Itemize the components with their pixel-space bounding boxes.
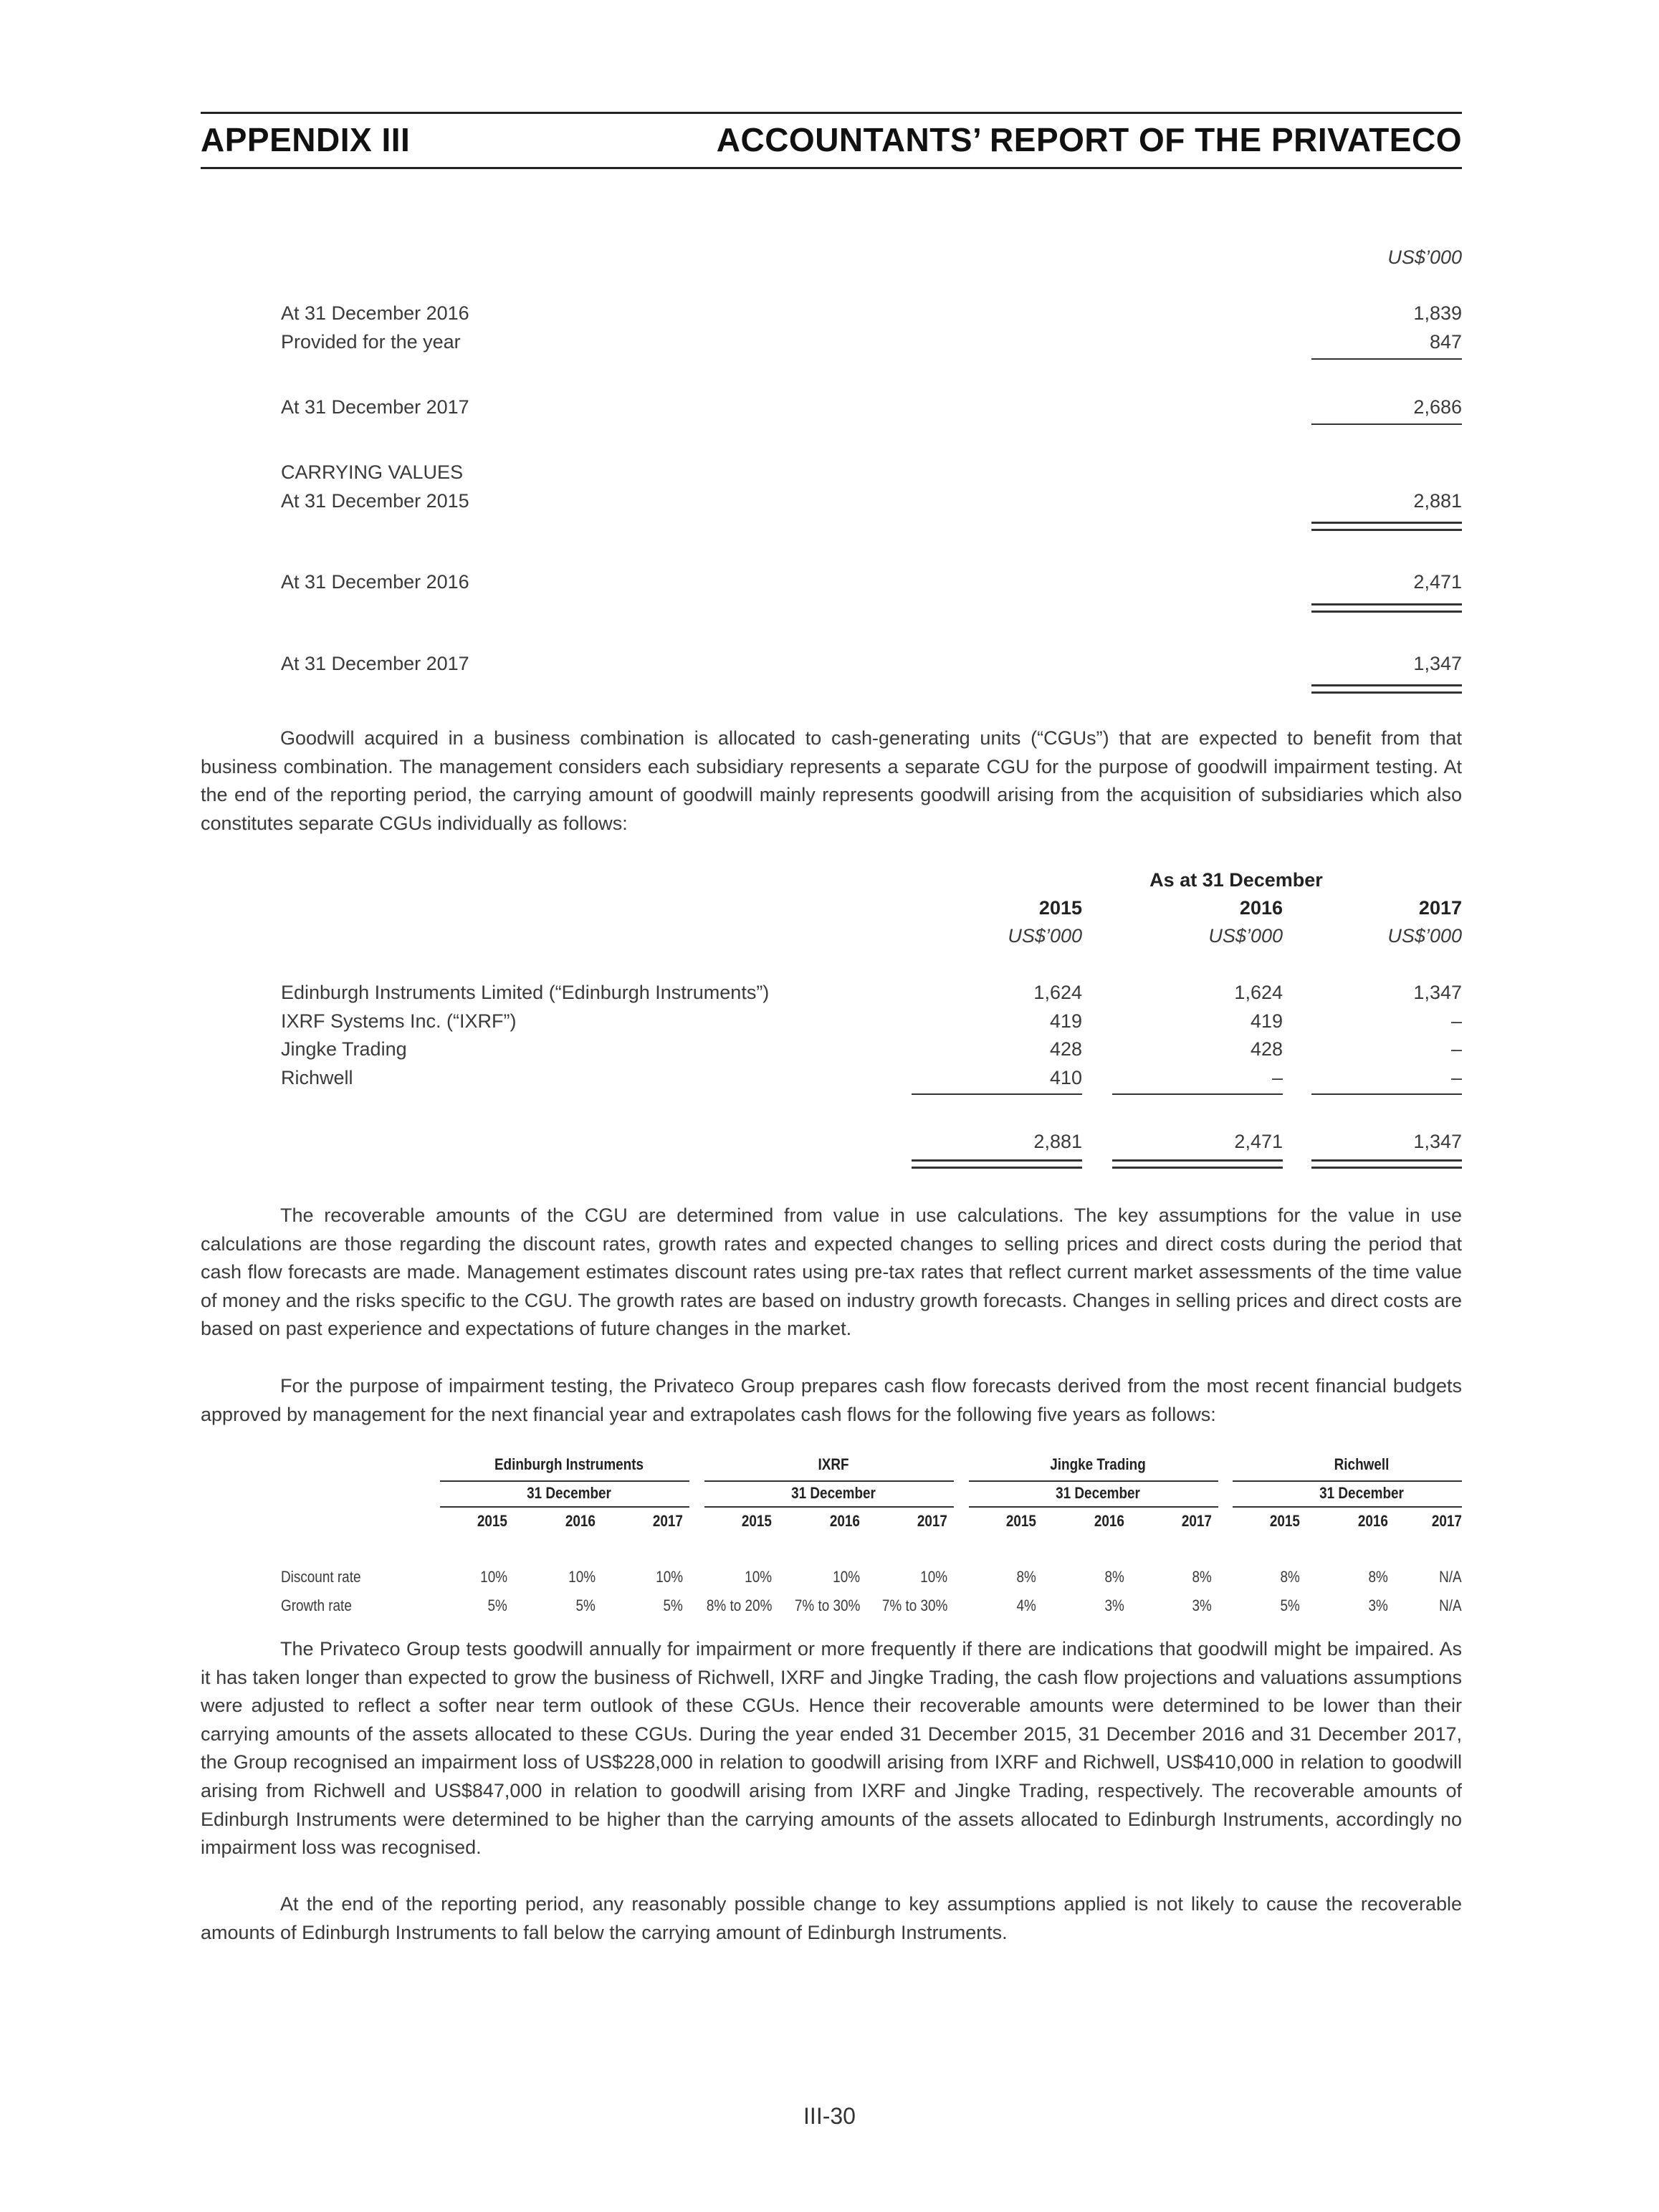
row-label: At 31 December 2017	[281, 653, 469, 674]
rate-value: 5%	[575, 1596, 596, 1614]
double-underline	[1112, 1167, 1283, 1169]
rate-value: 8%	[1016, 1568, 1036, 1586]
group-name: Jingke Trading	[1050, 1455, 1146, 1473]
group-name: IXRF	[818, 1455, 849, 1473]
paragraph-text: Goodwill acquired in a business combination is allocated to cash-generating units (“CGUs”) that are expected to benefit from that business combination. The management considers each subsidiary represents a separate CGU for the purpose of goodwill impairment testing. At the end of the reporting period, the carrying amount of goodwill mainly represents goodwill arising from the acquisition of subsidiaries which also constitutes separate CGUs individually as follows:	[201, 727, 1462, 834]
cgu-value: 1,624	[1033, 982, 1082, 1003]
rate-label: Growth rate	[281, 1596, 352, 1614]
double-underline	[1311, 1167, 1462, 1169]
rate-year-header: 2017	[917, 1512, 947, 1530]
rate-year-header: 2017	[1431, 1512, 1462, 1530]
rate-year-header: 2016	[829, 1512, 860, 1530]
row-value: 847	[1429, 331, 1462, 353]
rate-value: 10%	[745, 1568, 772, 1586]
rate-year-header: 2015	[1269, 1512, 1300, 1530]
cgu-total: 1,347	[1413, 1131, 1462, 1152]
rate-value: 5%	[1280, 1596, 1300, 1614]
rate-year-header: 2016	[1094, 1512, 1124, 1530]
row-value: 2,686	[1413, 396, 1462, 418]
row-label: At 31 December 2017	[281, 396, 469, 418]
row-label: At 31 December 2015	[281, 490, 469, 512]
cgu-total: 2,471	[1234, 1131, 1283, 1152]
paragraph	[201, 1890, 1462, 1947]
row-value: 1,839	[1413, 302, 1462, 324]
rate-value: 10%	[833, 1568, 860, 1586]
row-label: At 31 December 2016	[281, 302, 469, 324]
paragraph	[201, 1372, 1462, 1429]
double-underline	[1311, 691, 1462, 694]
rate-value: N/A	[1439, 1568, 1462, 1586]
cgu-value: –	[1450, 1038, 1462, 1060]
cgu-value: 419	[1250, 1010, 1283, 1032]
rate-value: 10%	[656, 1568, 683, 1586]
cgu-value: 410	[1049, 1067, 1082, 1088]
report-title: ACCOUNTANTS’ REPORT OF THE PRIVATECO	[716, 121, 1462, 158]
cgu-value: –	[1271, 1067, 1283, 1088]
cgu-value: 428	[1250, 1038, 1283, 1060]
group-rule	[969, 1480, 1218, 1482]
row-value: 2,471	[1413, 571, 1462, 593]
rate-year-header: 2016	[565, 1512, 596, 1530]
double-underline	[1311, 611, 1462, 613]
paragraph-text: For the purpose of impairment testing, the Privateco Group prepares cash flow forecasts derived from the most recent financial budgets approved by management for the next financial year and extrapolates cash flows for the following five years as follows:	[201, 1375, 1462, 1425]
underline	[1311, 1093, 1462, 1095]
header-bottom-rule	[201, 167, 1462, 169]
cgu-label: Jingke Trading	[281, 1038, 407, 1060]
double-underline	[1311, 529, 1462, 531]
group-rule	[969, 1506, 1218, 1508]
group-rule	[704, 1506, 954, 1508]
cgu-value: 1,347	[1413, 982, 1462, 1003]
double-underline	[1311, 603, 1462, 605]
paragraph	[201, 1202, 1462, 1344]
rate-year-header: 2015	[477, 1512, 507, 1530]
double-underline	[912, 1159, 1082, 1162]
cgu-total: 2,881	[1033, 1131, 1082, 1152]
unit-header: US$’000	[1008, 925, 1082, 947]
paragraph	[201, 724, 1462, 838]
group-name: Edinburgh Instruments	[494, 1455, 644, 1473]
rate-year-header: 2017	[1181, 1512, 1212, 1530]
cgu-value: –	[1450, 1010, 1462, 1032]
rate-value: 10%	[568, 1568, 596, 1586]
group-sub: 31 December	[1319, 1484, 1404, 1502]
double-underline	[1311, 684, 1462, 686]
cgu-label: Richwell	[281, 1067, 353, 1088]
rate-value: 10%	[480, 1568, 507, 1586]
double-underline	[1112, 1159, 1283, 1162]
group-sub: 31 December	[791, 1484, 876, 1502]
year-header: 2016	[1239, 897, 1283, 919]
rate-value: 3%	[1104, 1596, 1124, 1614]
year-header: 2015	[1038, 897, 1082, 919]
double-underline	[1311, 1159, 1462, 1162]
group-sub: 31 December	[527, 1484, 611, 1502]
rate-value: 7% to 30%	[794, 1596, 860, 1614]
cgu-value: 428	[1049, 1038, 1082, 1060]
row-label: At 31 December 2016	[281, 571, 469, 593]
rate-value: 8%	[1368, 1568, 1388, 1586]
group-rule	[1233, 1480, 1462, 1482]
group-name: Richwell	[1334, 1455, 1390, 1473]
group-rule	[1233, 1506, 1462, 1508]
double-underline	[912, 1167, 1082, 1169]
group-header: As at 31 December	[1149, 869, 1323, 891]
paragraph	[201, 1635, 1462, 1862]
paragraph-text: The recoverable amounts of the CGU are determined from value in use calculations. The key assumptions for the value in use calculations are those regarding the discount rates, growth rates and expected changes to selling prices and direct costs during the period that cash flow forecasts are made. Management estimates discount rates using pre-tax rates that reflect current market assessments of the time value of money and the risks specific to the CGU. The growth rates are based on industry growth forecasts. Changes in selling prices and direct costs are based on past experience and expectations of future changes in the market.	[201, 1205, 1462, 1340]
row-value: 1,347	[1413, 653, 1462, 674]
rate-value: 3%	[1192, 1596, 1212, 1614]
rate-value: N/A	[1439, 1596, 1462, 1614]
group-rule	[440, 1506, 689, 1508]
underline	[1311, 423, 1462, 425]
cgu-label: IXRF Systems Inc. (“IXRF”)	[281, 1010, 517, 1032]
group-sub: 31 December	[1056, 1484, 1140, 1502]
double-underline	[1311, 522, 1462, 524]
rate-label: Discount rate	[281, 1568, 361, 1586]
cgu-value: 1,624	[1234, 982, 1283, 1003]
rate-value: 8%	[1192, 1568, 1212, 1586]
group-rule	[440, 1480, 689, 1482]
rate-value: 10%	[920, 1568, 947, 1586]
rate-value: 8%	[1104, 1568, 1124, 1586]
rate-value: 4%	[1016, 1596, 1036, 1614]
paragraph-text: The Privateco Group tests goodwill annually for impairment or more frequently if there are indications that goodwill might be impaired. As it has taken longer than expected to grow the business of Richwell, IXRF and Jingke Trading, the cash flow projections and valuations assumptions were adjusted to reflect a softer near term outlook of these CGUs. Hence their recoverable amounts were determined to be lower than their carrying amounts of the assets allocated to these CGUs. During the year ended 31 December 2015, 31 December 2016 and 31 December 2017, the Group recognised an impairment loss of US$228,000 in relation to goodwill arising from IXRF and Richwell, US$410,000 in relation to goodwill arising from Richwell and US$847,000 in relation to goodwill arising from IXRF and Jingke Trading, respectively. The recoverable amounts of Edinburgh Instruments were determined to be higher than the carrying amounts of the assets allocated to Edinburgh Instruments, accordingly no impairment loss was recognised.	[201, 1638, 1462, 1859]
rate-year-header: 2017	[652, 1512, 683, 1530]
rate-year-header: 2015	[741, 1512, 772, 1530]
unit-header: US$’000	[1208, 925, 1283, 947]
underline	[1311, 358, 1462, 360]
carrying-values-heading: CARRYING VALUES	[281, 461, 464, 483]
underline	[1112, 1093, 1283, 1095]
row-value: 2,881	[1413, 490, 1462, 512]
unit-label: US$’000	[1387, 246, 1462, 268]
rate-year-header: 2015	[1005, 1512, 1036, 1530]
cgu-value: –	[1450, 1067, 1462, 1088]
header-top-rule	[201, 112, 1462, 114]
rate-value: 5%	[487, 1596, 507, 1614]
rate-value: 8% to 20%	[706, 1596, 772, 1614]
rate-value: 7% to 30%	[881, 1596, 947, 1614]
year-header: 2017	[1418, 897, 1462, 919]
rate-year-header: 2016	[1357, 1512, 1388, 1530]
paragraph-text: At the end of the reporting period, any reasonably possible change to key assumptions applied is not likely to cause the recoverable amounts of Edinburgh Instruments to fall below the carrying amount of Edinburgh Instruments.	[201, 1893, 1462, 1943]
appendix-label: APPENDIX III	[201, 121, 411, 158]
underline	[912, 1093, 1082, 1095]
cgu-label: Edinburgh Instruments Limited (“Edinburgh Instruments”)	[281, 982, 770, 1003]
rate-value: 5%	[663, 1596, 683, 1614]
page-number: III-30	[803, 2103, 856, 2129]
unit-header: US$’000	[1387, 925, 1462, 947]
row-label: Provided for the year	[281, 331, 461, 353]
group-rule	[704, 1480, 954, 1482]
rate-value: 8%	[1280, 1568, 1300, 1586]
cgu-value: 419	[1049, 1010, 1082, 1032]
rate-value: 3%	[1368, 1596, 1388, 1614]
